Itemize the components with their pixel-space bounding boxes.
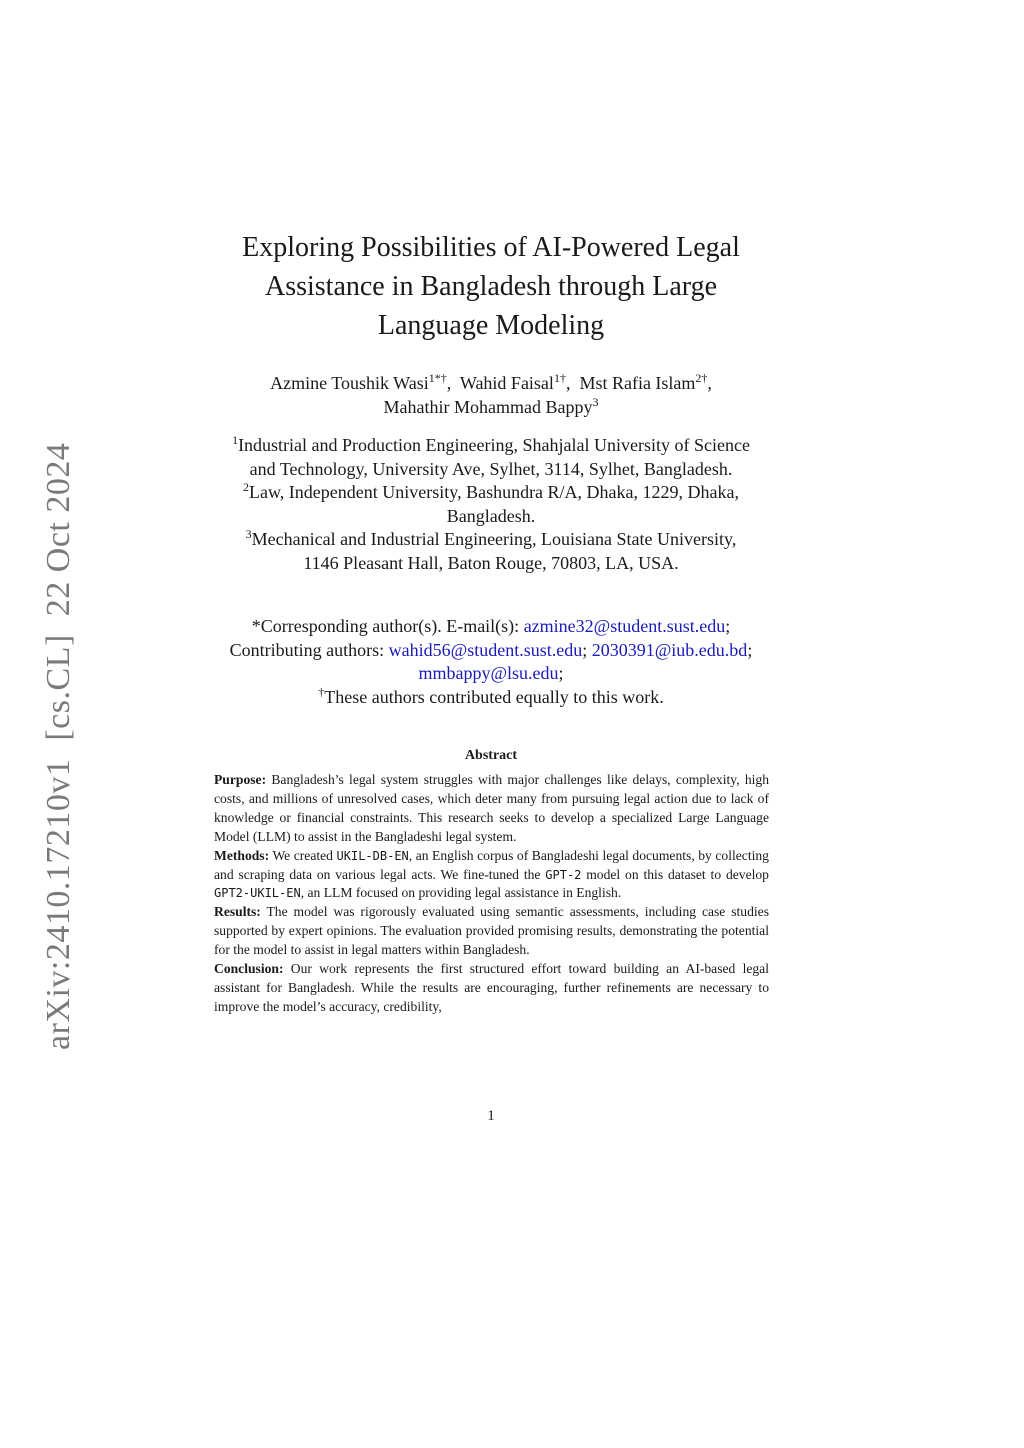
paper-title	[0, 228, 982, 345]
title-line-2: Assistance in Bangladesh through Large	[264, 271, 718, 302]
dataset-name: UKIL-DB-EN	[336, 848, 409, 863]
abstract-heading: Abstract	[464, 748, 518, 763]
author-name: Wahid Faisal	[459, 373, 554, 393]
affiliation-item: $^2$Law, Independent University, Bashundra R/A, Dhaka, 1229, Dhaka,	[242, 480, 740, 502]
author-name: Azmine Toushik Wasi	[270, 373, 429, 393]
abstract-body	[214, 771, 769, 1017]
corresponding-label: *Corresponding author(s). E-mail(s):	[251, 616, 520, 636]
arxiv-category: [cs.CL]	[40, 634, 77, 741]
abstract-purpose: Purpose: Bangladesh’s legal system struggles with major challenges like delays, complexity, high costs, and millions of unresolved cases, which deter many from pursuing legal action due to lack of knowledge or financial constraints. This research seeks to develop a specialized Large Language Model (LLM) to assist in the Bangladeshi legal system.	[214, 772, 769, 844]
affiliation-item: $^3$Mechanical and Industrial Engineering, Louisiana State University,	[245, 527, 737, 549]
arxiv-id: arXiv:2410.17210v1	[40, 758, 77, 1050]
author-name: Mahathir Mohammad Bappy	[383, 396, 593, 417]
page-number: 1	[487, 1108, 495, 1124]
author-affiliation-mark: 2†	[695, 371, 708, 385]
author-affiliation-mark: 1*†	[428, 371, 447, 385]
author-affiliation-mark: 1†	[553, 371, 566, 385]
dagger-mark: †	[318, 684, 325, 699]
author-name: Mst Rafia Islam	[579, 373, 696, 393]
title-line-3: Language Modeling	[377, 310, 605, 341]
email-link[interactable]: 2030391@iub.edu.bd	[591, 639, 748, 660]
email-link[interactable]: wahid56@student.sust.edu	[388, 639, 583, 660]
abstract-results: Results: The model was rigorously evaluated using semantic assessments, including case studies supported by expert opinions. The evaluation provided promising results, demonstrating the potential for the model to assist in legal matters within Bangladesh.	[214, 904, 769, 958]
author-affiliation-mark: 3	[592, 394, 599, 409]
email-link[interactable]: mmbappy@lsu.edu	[418, 663, 559, 683]
abstract-methods: Methods: We created UKIL-DB-EN, an English corpus of Bangladeshi legal documents, by collecting and scraping data on various legal acts. We fine-tuned the GPT-2 model on this dataset to develop GPT2-UKIL-EN, an LLM focused on providing legal assistance in English.	[214, 847, 769, 901]
affiliation-item: $^1$Industrial and Production Engineering, Shahjalal University of Science	[232, 433, 750, 455]
email-link[interactable]: azmine32@student.sust.edu	[523, 616, 726, 636]
affiliation-list: $^1$Industrial and Production Engineering, Shahjalal University of Science and Technology, University Ave, Sylhet, 3114, Sylhet, Bangladesh. $^2$Law, Independent University, Bashundra R/A, Dhaka, 1229, Dhaka, Bangladesh. $^3$Mechanical and Industrial Engineering, Louisiana State University, 1146 Pleasant Hall, Baton Rouge, 70803, LA, USA.	[0, 434, 982, 575]
title-line-1: Exploring Possibilities of AI-Powered Legal	[242, 232, 740, 263]
model-name: GPT-2	[545, 867, 582, 882]
contact-info: *Corresponding author(s). E-mail(s): azmine32@student.sust.edu; Contributing authors: wahid56@student.sust.edu; 2030391@iub.edu.bd; mmbappy@lsu.edu; †These authors contributed equally to this work.	[0, 615, 982, 709]
equal-contribution-note: †These authors contributed equally to this work.	[318, 684, 664, 707]
author-list: Azmine Toushik Wasi$^{1*\dagger}$, Wahid Faisal$^{1\dagger}$, Mst Rafia Islam$^{2\dagger}$, Mahathir Mohammad Bappy$^3$	[270, 371, 712, 417]
abstract-conclusion: Conclusion: Our work represents the first structured effort toward building an AI-based legal assistant for Bangladesh. While the results are encouraging, further refinements are necessary to improve the model’s accuracy, credibility,	[214, 961, 769, 1014]
model-name: GPT2-UKIL-EN	[214, 886, 301, 901]
arxiv-date: 22 Oct 2024	[40, 442, 77, 617]
contributing-label: Contributing authors:	[229, 639, 385, 660]
